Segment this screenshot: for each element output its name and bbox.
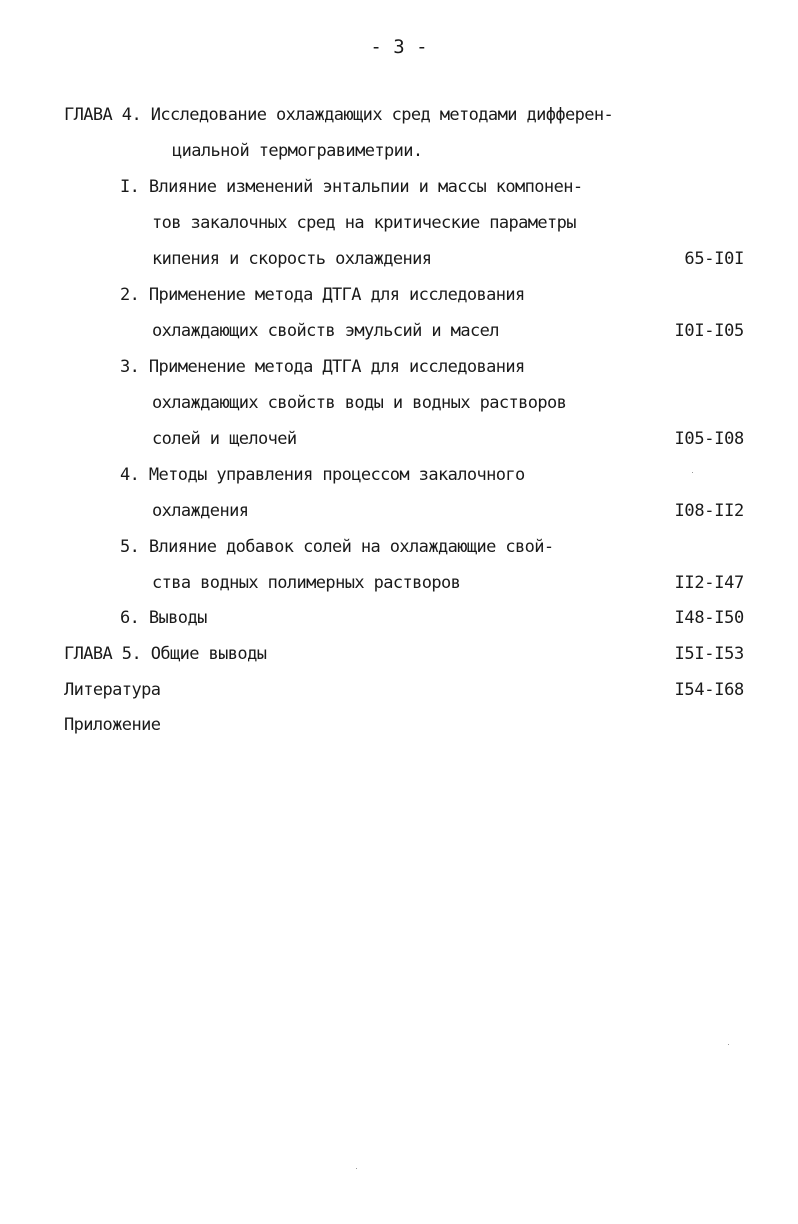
toc-item-3-line2: охлаждающих свойств воды и водных растворов — [152, 393, 567, 413]
toc-item-1-line2: тов закалочных сред на критические параметры — [152, 213, 576, 233]
chapter5-pages: I5I-I53 — [674, 644, 744, 664]
toc-item-6-line1: 6. Выводы — [120, 608, 207, 628]
chapter4-title-line1: ГЛАВА 4. Исследование охлаждающих сред методами дифферен- — [64, 105, 614, 125]
toc-item-3-line3: солей и щелочей — [152, 429, 297, 449]
appendix-title: Приложение — [64, 715, 161, 735]
toc-item-2-line1: 2. Применение метода ДТГА для исследования — [120, 285, 525, 305]
toc-item-4-line1: 4. Методы управления процессом закалочного — [120, 465, 525, 485]
toc-item-1-line3: кипения и скорость охлаждения — [152, 249, 432, 269]
toc-item-5-line1: 5. Влияние добавок солей на охлаждающие свой- — [120, 537, 554, 557]
chapter5-title: ГЛАВА 5. Общие выводы — [64, 644, 267, 664]
literature-title: Литература — [64, 680, 161, 700]
scan-speck — [728, 1044, 729, 1045]
toc-item-2-line2: охлаждающих свойств эмульсий и масел — [152, 321, 499, 341]
toc-item-6-pages: I48-I50 — [674, 608, 744, 628]
toc-item-3-line1: 3. Применение метода ДТГА для исследования — [120, 357, 525, 377]
toc-item-1-line1: I. Влияние изменений энтальпии и массы компонен- — [120, 177, 583, 197]
chapter4-title-line2: циальной термогравиметрии. — [172, 141, 423, 161]
page-number: - 3 - — [370, 36, 428, 58]
toc-item-3-pages: I05-I08 — [674, 429, 744, 449]
toc-item-5-line2: ства водных полимерных растворов — [152, 573, 461, 593]
toc-item-1-pages: 65-I0I — [684, 249, 744, 269]
scan-speck — [692, 472, 693, 473]
literature-pages: I54-I68 — [674, 680, 744, 700]
scan-speck — [356, 1168, 357, 1169]
toc-item-2-pages: I0I-I05 — [674, 321, 744, 341]
toc-item-4-pages: I08-II2 — [674, 501, 744, 521]
toc-item-4-line2: охлаждения — [152, 501, 249, 521]
toc-item-5-pages: II2-I47 — [674, 573, 744, 593]
